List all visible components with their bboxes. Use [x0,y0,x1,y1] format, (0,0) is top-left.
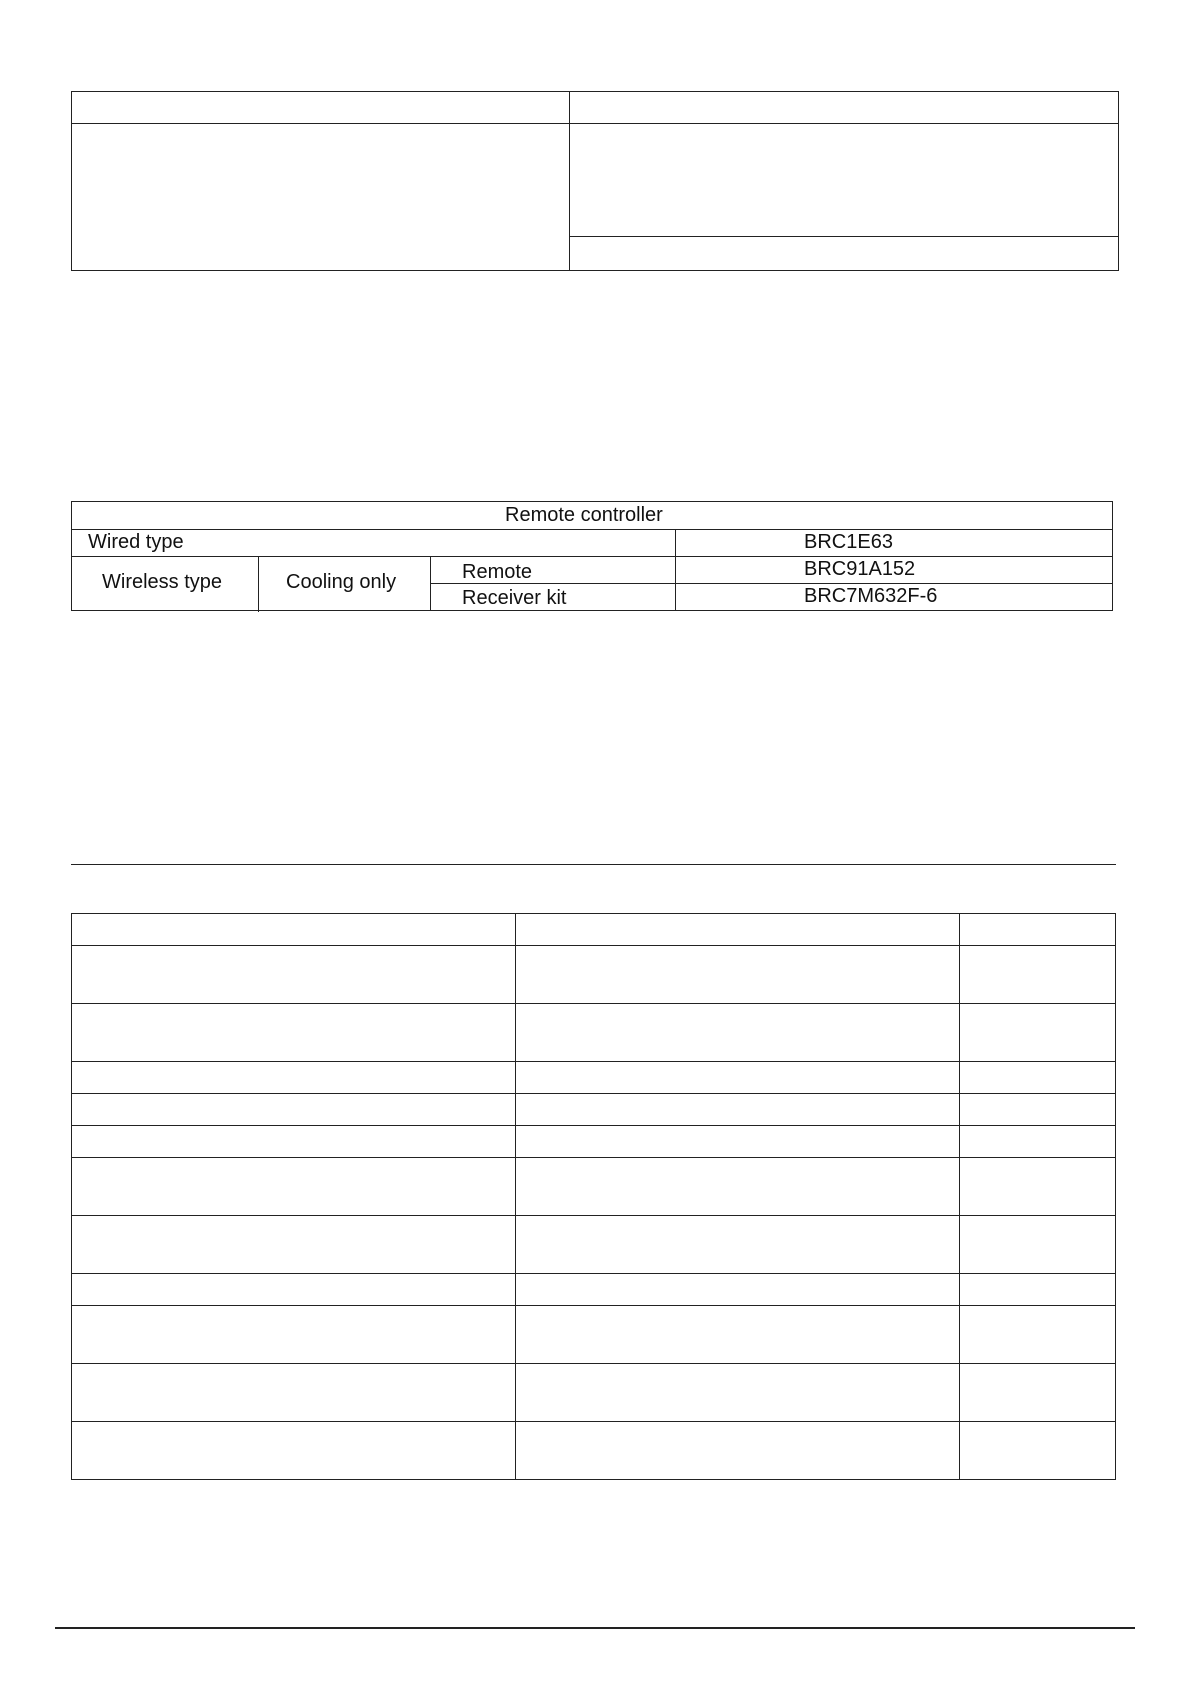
bottom-table-row-line [71,1003,1116,1004]
bottom-table-row-line [71,1061,1116,1062]
bottom-table-col-divider-2 [959,913,960,1480]
rc-remote-model: BRC91A152 [804,558,916,580]
rc-model-column-divider [675,529,676,611]
rc-type-mode-divider [258,556,259,612]
section-separator [71,864,1116,865]
rc-wired-type-label: Wired type [88,531,184,553]
bottom-table-row-line [71,1157,1116,1158]
rc-wired-model: BRC1E63 [804,531,893,553]
rc-wired-divider [71,556,1113,557]
bottom-table-row-line [71,945,1116,946]
rc-receiver-kit-model: BRC7M632F-6 [804,585,938,607]
rc-wireless-type-label: Wireless type [102,571,223,593]
rc-mode-part-divider [430,556,431,611]
top-table-header-divider [71,123,1119,124]
bottom-table-row-line [71,1215,1116,1216]
rc-title-divider [71,529,1113,530]
bottom-table-row-line [71,1421,1116,1422]
bottom-table-row-line [71,1305,1116,1306]
rc-wireless-row-divider [430,583,1113,584]
bottom-table-row-line [71,1125,1116,1126]
top-table-column-divider [569,91,570,271]
rc-receiver-kit-part: Receiver kit [462,587,567,609]
bottom-table-row-line [71,1273,1116,1274]
footer-rule [55,1627,1135,1629]
rc-wireless-mode: Cooling only [286,571,397,593]
top-table [71,91,1119,271]
bottom-table-row-line [71,1093,1116,1094]
rc-title: Remote controller [505,504,663,526]
rc-remote-part: Remote [462,561,533,583]
bottom-table-col-divider-1 [515,913,516,1480]
bottom-table-row-line [71,1363,1116,1364]
top-table-inner-divider [569,236,1119,237]
